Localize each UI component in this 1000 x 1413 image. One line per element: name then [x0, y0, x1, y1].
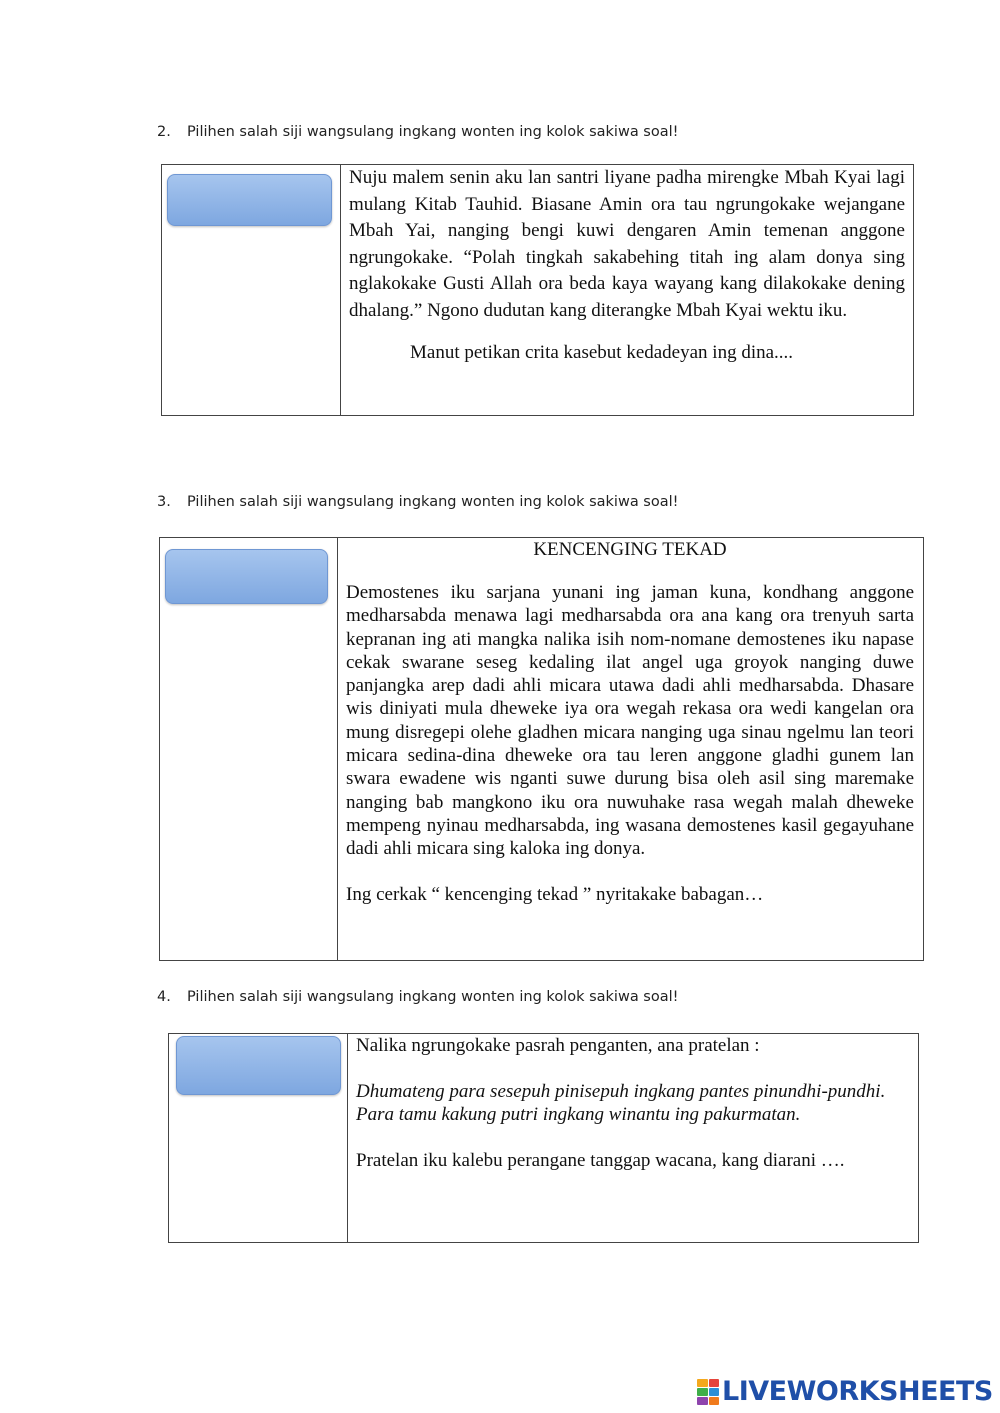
answer-dropzone[interactable] [165, 549, 328, 604]
question-cell [338, 538, 923, 960]
question-text: Ing cerkak “ kencenging tekad ” nyritakake babagan… [346, 883, 764, 905]
story-title: KENCENGING TEKAD [533, 539, 727, 560]
question-4-instruction [157, 989, 678, 1005]
brand-tile [709, 1379, 720, 1387]
question-text: Pratelan iku kalebu perangane tanggap wacana, kang diarani …. [356, 1150, 845, 1171]
quote-line: Dhumateng para sesepuh pinisepuh ingkang pantes pinundhi-pundhi. [356, 1081, 886, 1102]
instruction-text: Pilihen salah siji wangsulang ingkang wonten ing kolok sakiwa soal! [187, 989, 679, 1005]
question-number: 2. [157, 124, 171, 140]
instruction-text: Pilihen salah siji wangsulang ingkang wonten ing kolok sakiwa soal! [187, 494, 679, 510]
brand-tile [697, 1388, 708, 1396]
answer-cell [169, 1034, 348, 1242]
question-2-instruction [157, 124, 678, 140]
passage-text: Demostenes iku sarjana yunani ing jaman kuna, kondhang anggone medharsabda menawa lagi medharsabda ora ana kang ora trenyuh sarta kepranan ing ati mangka nalika isih nom-nomane demostenes iku napase cekak swarane seseg kedaling ilat angel uga groyok nanging duwe panjangka arep dadi ahli micara utawa dadi ahli medharsabda. Dhasare wis diniyati mula dheweke iya ora wegah rekasa ora wedi kangelan ora mung disregepi olehe gladhen micara nanging uga sinau ngelmu lan teori micara sedina-dina dheweke ora tau leren anggone gladhi gunem lan swara ewadene wis nganti suwe durung bisa oleh asil sing maremake nanging bab mangkono iku ora nuwuhake rasa wegah malah dheweke mempeng nyinau medharsabda, ing wasana demostenes kasil gegayuhane dadi ahli micara sing kaloka ing donya. [346, 582, 914, 860]
question-2-table [161, 164, 914, 416]
brand-tile [697, 1397, 708, 1405]
brand-icon [697, 1379, 719, 1405]
question-text: Manut petikan crita kasebut kedadeyan ing dina.... [410, 341, 794, 363]
question-cell [348, 1034, 918, 1242]
brand-tile [709, 1388, 720, 1396]
answer-dropzone[interactable] [167, 174, 332, 226]
question-number: 4. [157, 989, 171, 1005]
answer-dropzone[interactable] [176, 1036, 341, 1095]
brand-tile [709, 1397, 720, 1405]
question-cell [341, 165, 913, 415]
instruction-text: Pilihen salah siji wangsulang ingkang wonten ing kolok sakiwa soal! [187, 124, 679, 140]
intro-text: Nalika ngrungokake pasrah penganten, ana pratelan : [356, 1035, 760, 1056]
question-number: 3. [157, 494, 171, 510]
question-4-table [168, 1033, 919, 1243]
question-3-instruction [157, 494, 678, 510]
answer-cell [160, 538, 338, 960]
brand-name: LIVEWORKSHEETS [722, 1376, 993, 1407]
quote-line: Para tamu kakung putri ingkang winantu ing pakurmatan. [356, 1104, 801, 1125]
answer-cell [162, 165, 341, 415]
question-3-table [159, 537, 924, 961]
passage-text: Nuju malem senin aku lan santri liyane padha mirengke Mbah Kyai lagi mulang Kitab Tauhid. Biasane Amin ora tau ngrungokake wejangane Mbah Yai, nanging bengi kuwi dengaren Amin temenan anggone ngrungokake. “Polah tingkah sakabehing titah ing alam donya sing nglakokake Gusti Allah ora beda kaya wayang kang dilakokake dening dhalang.” Ngono dudutan kang diterangke Mbah Kyai wektu iku. [349, 167, 905, 321]
brand-tile [697, 1379, 708, 1387]
liveworksheets-logo [697, 1376, 993, 1407]
